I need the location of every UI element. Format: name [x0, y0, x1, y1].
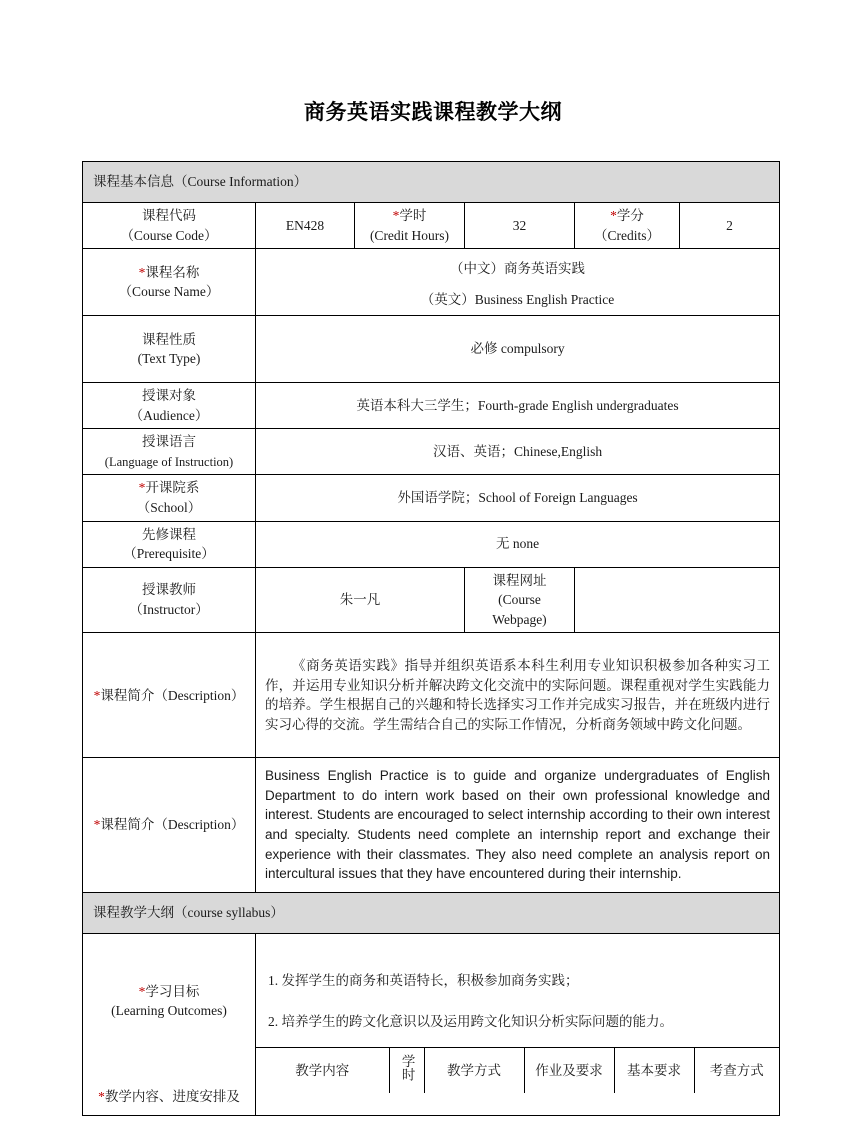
instructor-value: 朱一凡	[256, 567, 465, 633]
table-row-language	[83, 429, 780, 475]
course-webpage-label	[465, 567, 575, 633]
credit-hours-label	[355, 203, 465, 249]
required-marker-learning-outcomes: *	[138, 983, 146, 999]
description-en-label	[83, 758, 256, 892]
required-marker-course-name: *	[138, 264, 146, 280]
description-cn-label	[83, 633, 256, 758]
course-code-label-en: （Course Code）	[120, 227, 218, 243]
schedule-header-assessment: 考查方式	[694, 1048, 779, 1093]
course-information-band: 课程基本信息（Course Information）	[83, 162, 780, 203]
course-webpage-value	[575, 567, 780, 633]
table-row-course-name	[83, 249, 780, 316]
required-marker-description-cn: *	[93, 687, 101, 703]
audience-value: 英语本科大三学生；Fourth-grade English undergraduates	[256, 383, 780, 429]
schedule-header-homework: 作业及要求	[524, 1048, 614, 1093]
schedule-header-table	[256, 1047, 779, 1093]
course-name-en: （英文）Business English Practice	[420, 292, 615, 308]
table-row-course-information-band	[83, 162, 780, 203]
course-code-label	[83, 203, 256, 249]
table-row-course-syllabus-band	[83, 892, 780, 933]
language-label-cn: 授课语言	[142, 434, 196, 450]
text-type-label	[83, 316, 256, 383]
required-marker-teaching-content: *	[98, 1089, 105, 1105]
table-row-course-code	[83, 203, 780, 249]
learning-outcomes-list	[256, 956, 779, 1047]
required-marker-credit-hours: *	[392, 208, 400, 223]
course-syllabus-band: 课程教学大纲（course syllabus）	[83, 892, 780, 933]
instructor-label	[83, 567, 256, 633]
syllabus-table	[82, 161, 780, 1116]
table-row-text-type	[83, 316, 780, 383]
table-row-description-en	[83, 758, 780, 892]
table-row-prerequisite	[83, 521, 780, 567]
audience-label-en: （Audience）	[129, 407, 209, 423]
list-item: 1. 发挥学生的商务和英语特长，积极参加商务实践；	[268, 972, 579, 988]
teaching-content-label-text: 教学内容、进度安排及	[104, 1089, 240, 1105]
learning-outcomes-and-schedule	[256, 933, 780, 1115]
school-label	[83, 475, 256, 521]
credits-value: 2	[680, 203, 780, 249]
required-marker-description-en: *	[93, 817, 101, 833]
table-row-description-cn	[83, 633, 780, 758]
required-marker-credits: *	[610, 208, 617, 223]
description-en-text: Business English Practice is to guide and organize undergraduates of English Department to do intern work based on their own professional knowledge and interest. Students are encouraged to select internship according to their own interest and specialty. Students need complete an internship report and exchange their experience with their classmates. They also need complete an analysis report on intercultural issues that they have encountered during their internship.	[256, 758, 780, 892]
table-row-instructor	[83, 567, 780, 633]
prerequisite-label-en: （Prerequisite）	[123, 546, 215, 562]
schedule-header-content: 教学内容	[256, 1048, 389, 1093]
text-type-label-cn: 课程性质	[142, 331, 196, 347]
credits-label	[575, 203, 680, 249]
text-type-label-en: (Text Type)	[137, 351, 201, 367]
instructor-label-cn: 授课教师	[142, 582, 196, 598]
prerequisite-value: 无 none	[256, 521, 780, 567]
school-value: 外国语学院；School of Foreign Languages	[256, 475, 780, 521]
language-value: 汉语、英语；Chinese,English	[256, 429, 780, 475]
audience-label-cn: 授课对象	[142, 388, 196, 404]
credits-label-cn: 学分	[616, 208, 644, 223]
schedule-header-row	[256, 1048, 779, 1093]
table-row-school	[83, 475, 780, 521]
course-name-label	[83, 249, 256, 316]
course-code-value: EN428	[256, 203, 355, 249]
teaching-content-label	[83, 1087, 255, 1107]
school-label-en: （School）	[136, 499, 202, 515]
course-name-value	[256, 249, 780, 316]
table-row-learning-outcomes	[83, 933, 780, 1115]
required-marker-school: *	[138, 480, 146, 496]
schedule-header-basic-requirement: 基本要求	[614, 1048, 694, 1093]
course-name-cn: （中文）商务英语实践	[450, 260, 586, 276]
course-name-label-en: （Course Name）	[118, 284, 220, 300]
text-type-value: 必修 compulsory	[256, 316, 780, 383]
credit-hours-value: 32	[465, 203, 575, 249]
school-label-cn: 开课院系	[145, 480, 200, 496]
description-cn-label-text: 课程简介（Description）	[100, 687, 245, 703]
learning-outcomes-label-en: (Learning Outcomes)	[111, 1003, 227, 1019]
learning-outcomes-label	[83, 982, 255, 1021]
page-title: 商务英语实践课程教学大纲	[304, 100, 562, 124]
credits-label-en: （Credits）	[594, 227, 660, 243]
table-row-audience	[83, 383, 780, 429]
description-en-label-text: 课程简介（Description）	[100, 817, 245, 833]
course-webpage-label-en: (Course Webpage)	[492, 592, 547, 627]
course-name-label-cn: 课程名称	[145, 264, 200, 280]
language-label	[83, 429, 256, 475]
prerequisite-label	[83, 521, 256, 567]
schedule-header-method: 教学方式	[424, 1048, 524, 1093]
instructor-label-en: （Instructor）	[129, 601, 209, 617]
schedule-header-hours	[389, 1048, 424, 1093]
description-cn-text: 《商务英语实践》指导并组织英语系本科生利用专业知识积极参加各种实习工作，并运用专业知识分析并解决跨文化交流中的实际问题。课程重视对学生实践能力的培养。学生根据自己的兴趣和特长选择实习工作并完成实习报告，并在班级内进行实习心得的交流。学生需结合自己的实际工作情况，分析商务领域中跨文化问题。	[256, 633, 780, 758]
language-label-en: (Language of Instruction)	[104, 454, 234, 469]
list-item: 2. 培养学生的跨文化意识以及运用跨文化知识分析实际问题的能力。	[268, 1014, 673, 1030]
credit-hours-label-en: (Credit Hours)	[369, 227, 450, 243]
credit-hours-label-cn: 学时	[399, 208, 427, 223]
learning-outcomes-label-cell	[83, 933, 256, 1115]
course-code-label-cn: 课程代码	[142, 208, 196, 223]
course-webpage-label-cn: 课程网址	[492, 572, 547, 588]
learning-outcomes-label-cn: 学习目标	[145, 983, 200, 999]
prerequisite-label-cn: 先修课程	[142, 526, 196, 542]
schedule-header-hours-text: 学时	[399, 1054, 415, 1081]
audience-label	[83, 383, 256, 429]
